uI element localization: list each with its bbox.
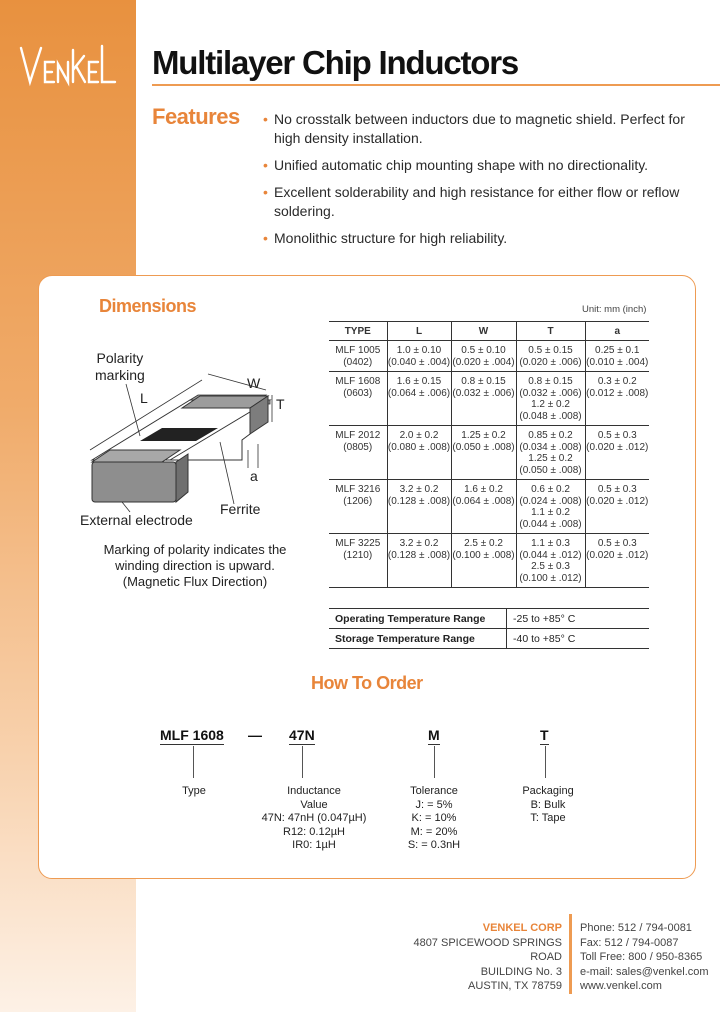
cell-l: 3.2 ± 0.2 (0.128 ± .008) (387, 534, 451, 588)
temp-value: -40 to +85° C (507, 629, 650, 649)
cell-type: MLF 3225 (1210) (329, 534, 387, 588)
footer-website[interactable]: www.venkel.com (580, 980, 662, 992)
electrode-label: External electrode (80, 512, 193, 528)
page-title: Multilayer Chip Inductors (152, 44, 519, 81)
footer-contact (580, 921, 709, 994)
temp-label: Operating Temperature Range (329, 609, 507, 629)
col-header: a (585, 322, 649, 341)
dim-w-label: W (247, 375, 261, 391)
footer-phone: Phone: 512 / 794-0081 (580, 922, 692, 934)
tolerance-leader (434, 746, 435, 778)
footer-address-line: AUSTIN, TX 78759 (468, 980, 562, 992)
temp-label: Storage Temperature Range (329, 629, 507, 649)
footer-address-line: 4807 SPICEWOOD SPRINGS ROAD (413, 936, 562, 963)
bullet-icon: • (263, 230, 268, 246)
polarity-label: Polarity marking (95, 350, 145, 383)
cell-l: 1.6 ± 0.15 (0.064 ± .006) (387, 372, 451, 426)
feature-item: • Monolithic structure for high reliability. (263, 230, 508, 246)
col-header: T (516, 322, 585, 341)
type-leader (193, 746, 194, 778)
logo-text: VENKEL (68, 87, 72, 88)
dim-t-label: T (276, 396, 285, 412)
order-code-dash: — (248, 727, 262, 743)
cell-t: 0.8 ± 0.15 (0.032 ± .006) 1.2 ± 0.2 (0.048 ± .008) (516, 372, 585, 426)
cell-w: 1.25 ± 0.2 (0.050 ± .008) (451, 426, 516, 480)
bullet-icon: • (263, 111, 268, 127)
footer-address (380, 921, 562, 994)
footer-tollfree: Toll Free: 800 / 950-8365 (580, 951, 703, 963)
order-code-tolerance: M (428, 727, 440, 743)
cell-a: 0.3 ± 0.2 (0.012 ± .008) (585, 372, 649, 426)
bullet-icon: • (263, 157, 268, 173)
footer-fax: Fax: 512 / 794-0087 (580, 936, 679, 949)
col-header: W (451, 322, 516, 341)
diagram-caption: Marking of polarity indicates the winding direction is upward. (Magnetic Flux Direction) (103, 542, 287, 589)
cell-l: 3.2 ± 0.2 (0.128 ± .008) (387, 480, 451, 534)
title-divider (152, 84, 720, 86)
dimensions-heading: Dimensions (99, 296, 197, 316)
table-row (329, 426, 649, 480)
dim-l-label: L (140, 390, 148, 406)
footer-email[interactable]: e-mail: sales@venkel.com (580, 965, 709, 978)
packaging-leader (545, 746, 546, 778)
cell-l: 2.0 ± 0.2 (0.080 ± .008) (387, 426, 451, 480)
order-code-type: MLF 1608 (160, 727, 224, 743)
bullet-icon: • (263, 184, 268, 200)
temp-value: -25 to +85° C (507, 609, 650, 629)
inductance-leader (302, 746, 303, 778)
dim-a-label: a (250, 468, 258, 484)
cell-a: 0.5 ± 0.3 (0.020 ± .012) (585, 534, 649, 588)
order-code-packaging: T (540, 727, 549, 743)
table-row (329, 480, 649, 534)
footer-address-line: BUILDING No. 3 (480, 965, 562, 978)
cell-type: MLF 1005 (0402) (329, 341, 387, 372)
cell-w: 2.5 ± 0.2 (0.100 ± .008) (451, 534, 516, 588)
table-row (329, 341, 649, 372)
inductance-desc: Inductance Value 47N: 47nH (0.047µH) R12: 0.12µH IR0: 1µH (261, 785, 367, 851)
col-header: TYPE (329, 322, 387, 341)
cell-w: 1.6 ± 0.2 (0.064 ± .008) (451, 480, 516, 534)
cell-t: 0.6 ± 0.2 (0.024 ± .008) 1.1 ± 0.2 (0.044 ± .008) (516, 480, 585, 534)
unit-label: Unit: mm (inch) (582, 304, 647, 315)
table-header-row (329, 322, 649, 341)
features-list (263, 110, 703, 256)
cell-t: 0.5 ± 0.15 (0.020 ± .006) (516, 341, 585, 372)
cell-a: 0.5 ± 0.3 (0.020 ± .012) (585, 480, 649, 534)
footer-divider (569, 914, 572, 994)
venkel-logo (18, 42, 118, 88)
table-row (329, 534, 649, 588)
cell-l: 1.0 ± 0.10 (0.040 ± .004) (387, 341, 451, 372)
cell-a: 0.25 ± 0.1 (0.010 ± .004) (585, 341, 649, 372)
ferrite-label: Ferrite (220, 501, 261, 517)
cell-w: 0.8 ± 0.15 (0.032 ± .006) (451, 372, 516, 426)
tolerance-desc: Tolerance J: = 5% K: = 10% M: = 20% S: = 0.3nH (407, 785, 461, 851)
feature-item: • Unified automatic chip mounting shape with no directionality. (263, 157, 649, 173)
cell-t: 0.85 ± 0.2 (0.034 ± .008) 1.25 ± 0.2 (0.050 ± .008) (516, 426, 585, 480)
how-to-order-heading: How To Order (311, 673, 423, 693)
footer-company: VENKEL CORP (482, 922, 562, 934)
cell-type: MLF 1608 (0603) (329, 372, 387, 426)
left-electrode-side (176, 454, 188, 502)
features-heading: Features (152, 104, 240, 129)
col-header: L (387, 322, 451, 341)
packaging-desc: Packaging B: Bulk T: Tape (522, 785, 574, 824)
cell-w: 0.5 ± 0.10 (0.020 ± .004) (451, 341, 516, 372)
cell-a: 0.5 ± 0.3 (0.020 ± .012) (585, 426, 649, 480)
cell-type: MLF 3216 (1206) (329, 480, 387, 534)
feature-item: • Excellent solderability and high resistance for either flow or reflow soldering. (263, 184, 680, 219)
table-row (329, 629, 649, 649)
cell-t: 1.1 ± 0.3 (0.044 ± .012) 2.5 ± 0.3 (0.100 ± .012) (516, 534, 585, 588)
polarity-leader (126, 384, 140, 436)
temperature-table (329, 608, 649, 649)
table-row (329, 609, 649, 629)
left-electrode (92, 462, 176, 502)
cell-type: MLF 2012 (0805) (329, 426, 387, 480)
order-code-inductance: 47N (289, 727, 315, 743)
dimensions-table (329, 321, 649, 588)
table-row (329, 372, 649, 426)
feature-item: • No crosstalk between inductors due to magnetic shield. Perfect for high density installation. (263, 111, 685, 146)
electrode-leader (122, 502, 130, 512)
type-desc: Type (182, 785, 206, 797)
